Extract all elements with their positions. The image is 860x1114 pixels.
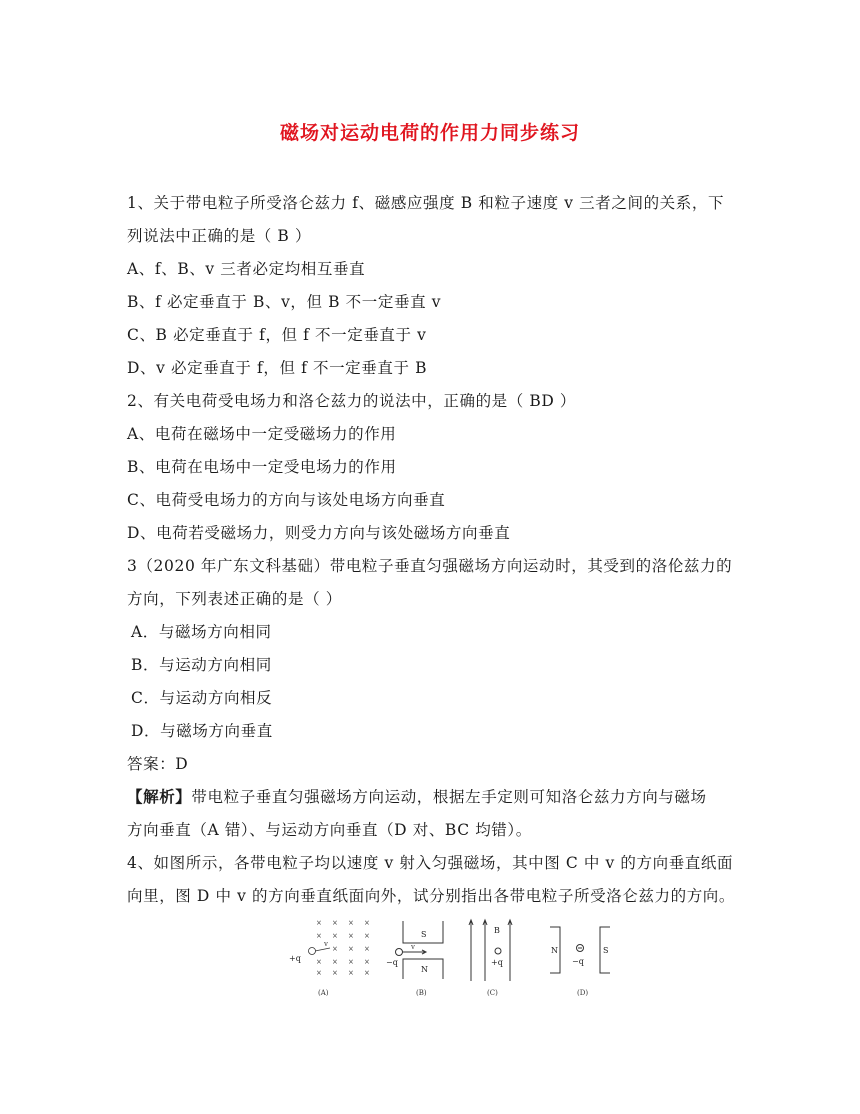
q2-stem: 2、有关电荷受电场力和洛仑兹力的说法中，正确的是（ BD ） (127, 392, 577, 410)
panel-c-particle (495, 948, 501, 954)
q1-option-d: D、v 必定垂直于 f，但 f 不一定垂直于 B (127, 359, 428, 377)
panel-b (396, 921, 444, 979)
field-cross-mark: × (348, 932, 354, 940)
field-cross-mark: × (332, 945, 338, 953)
panel-a (309, 919, 370, 977)
panel-b-velocity-label: v (411, 943, 415, 951)
field-cross-mark: × (348, 919, 354, 927)
field-cross-mark: × (316, 958, 322, 966)
panel-a-particle (309, 948, 316, 955)
panel-b-pole-s: S (421, 930, 427, 939)
q3-answer: 答案：D (127, 755, 189, 773)
q2-option-d: D、电荷若受磁场力，则受力方向与该处磁场方向垂直 (127, 524, 511, 542)
panel-d-charge-label: −q (572, 957, 584, 966)
panel-a-velocity-label: v (324, 940, 328, 948)
q3-stem-line2: 方向，下列表述正确的是（ ） (127, 590, 342, 608)
field-cross-mark: × (364, 958, 370, 966)
field-cross-mark: × (332, 919, 338, 927)
q2-option-a: A、电荷在磁场中一定受磁场力的作用 (127, 425, 397, 443)
q1-stem-line1: 1、关于带电粒子所受洛仑兹力 f、磁感应强度 B 和粒子速度 v 三者之间的关系，下 (127, 194, 725, 212)
q3-option-b: B．与运动方向相同 (131, 656, 272, 674)
field-cross-mark: × (364, 932, 370, 940)
page-title: 磁场对运动电荷的作用力同步练习 (279, 122, 580, 144)
field-cross-mark: × (348, 958, 354, 966)
field-cross-mark: × (348, 945, 354, 953)
panel-c-field-label: B (494, 926, 500, 935)
panel-c-charge-label: +q (491, 958, 503, 967)
field-cross-mark: × (316, 932, 322, 940)
q3-option-c: C．与运动方向相反 (131, 689, 273, 707)
q1-stem-line2: 列说法中正确的是（ B ） (127, 227, 312, 245)
q3-analysis-line2: 方向垂直（A 错）、与运动方向垂直（D 对、BC 均错）。 (127, 821, 532, 839)
analysis-tag: 【解析】 (127, 787, 192, 806)
field-cross-mark: × (364, 969, 370, 977)
field-cross-mark: × (332, 969, 338, 977)
field-cross-mark: × (364, 919, 370, 927)
field-cross-mark: × (316, 969, 322, 977)
panel-c-label: (C) (487, 989, 498, 997)
q4-stem-line2: 向里，图 D 中 v 的方向垂直纸面向外，试分别指出各带电粒子所受洛仑兹力的方向。 (127, 887, 735, 905)
field-cross-mark: × (332, 932, 338, 940)
field-cross-mark: × (332, 958, 338, 966)
q1-option-b: B、f 必定垂直于 B、v，但 B 不一定垂直 v (127, 293, 442, 311)
field-cross-mark: × (348, 969, 354, 977)
q2-option-c: C、电荷受电场力的方向与该处电场方向垂直 (127, 491, 446, 509)
panel-b-particle (396, 949, 403, 956)
q3-option-d: D．与磁场方向垂直 (131, 722, 273, 740)
field-cross-mark: × (364, 945, 370, 953)
panel-d-pole-s: S (603, 946, 609, 955)
panel-c (469, 920, 512, 981)
q3-stem-line1: 3（2020 年广东文科基础）带电粒子垂直匀强磁场方向运动时，其受到的洛伦兹力的 (127, 557, 733, 575)
panel-b-charge-label: −q (386, 958, 398, 967)
q4-figure-svg (285, 915, 625, 1003)
q1-option-c: C、B 必定垂直于 f，但 f 不一定垂直于 v (127, 326, 427, 344)
panel-b-label: (B) (416, 989, 427, 997)
panel-a-label: (A) (318, 989, 329, 997)
q4-stem-line1: 4、如图所示，各带电粒子均以速度 v 射入匀强磁场，其中图 C 中 v 的方向垂直纸面 (127, 854, 734, 872)
panel-d-pole-n: N (551, 946, 558, 955)
panel-d (550, 927, 610, 973)
panel-a-cross-grid (316, 919, 370, 977)
panel-a-velocity-arrow (315, 948, 330, 951)
analysis-text: 带电粒子垂直匀强磁场方向运动，根据左手定则可知洛仑兹力方向与磁场 (191, 788, 707, 806)
q4-figure (285, 915, 625, 1003)
field-cross-mark: × (316, 919, 322, 927)
panel-b-pole-n: N (421, 965, 428, 974)
q3-analysis-line1 (127, 785, 707, 807)
q1-option-a: A、f、B、v 三者必定均相互垂直 (127, 260, 366, 278)
panel-a-charge-label: +q (289, 954, 301, 963)
panel-d-label: (D) (577, 989, 589, 997)
q2-option-b: B、电荷在电场中一定受电场力的作用 (127, 458, 397, 476)
q3-option-a: A．与磁场方向相同 (131, 623, 272, 641)
